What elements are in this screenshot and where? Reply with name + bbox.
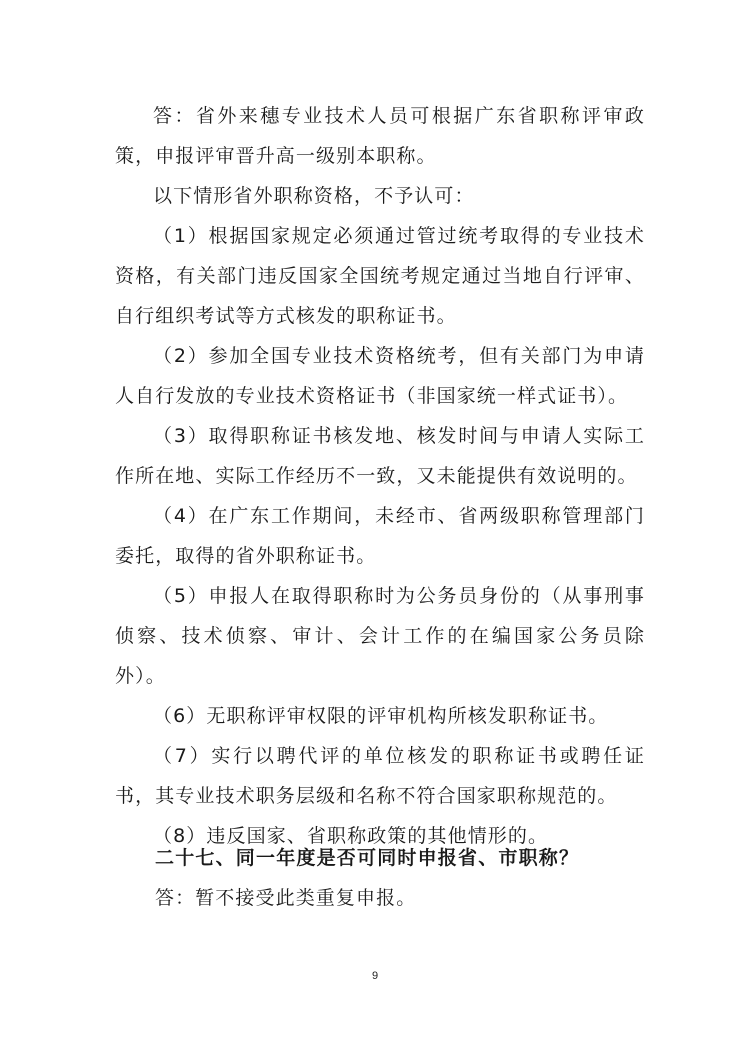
paragraph-answer: 答：省外来穗专业技术人员可根据广东省职称评审政策，申报评审晋升高一级别本职称。 [115, 105, 645, 167]
paragraph-item-1: （1）根据国家规定必须通过管过统考取得的专业技术资格，有关部门违反国家全国统考规定通过当地自行评审、自行组织考试等方式核发的职称证书。 [115, 225, 645, 327]
paragraph-item-6: （6）无职称评审权限的评审机构所核发职称证书。 [153, 705, 609, 727]
paragraph-item-2: （2）参加全国专业技术资格统考，但有关部门为申请人自行发放的专业技术资格证书（非国家统一样式证书）。 [115, 345, 645, 407]
paragraph-item-4: （4）在广东工作期间，未经市、省两级职称管理部门委托，取得的省外职称证书。 [115, 505, 645, 567]
paragraph-item-3: （3）取得职称证书核发地、核发时间与申请人实际工作所在地、实际工作经历不一致，又未能提供有效说明的。 [115, 425, 645, 487]
paragraph-item-5: （5）申报人在取得职称时为公务员身份的（从事刑事侦察、技术侦察、审计、会计工作的在编国家公务员除外）。 [115, 585, 645, 687]
section-answer: 答：暂不接受此类重复申报。 [155, 887, 417, 909]
section-heading: 二十七、同一年度是否可同时申报省、市职称？ [155, 847, 580, 869]
paragraph-item-8: （8）违反国家、省职称政策的其他情形的。 [153, 825, 549, 847]
paragraph-item-7: （7）实行以聘代评的单位核发的职称证书或聘任证书，其专业技术职务层级和名称不符合国家职称规范的。 [115, 745, 645, 807]
paragraph-intro: 以下情形省外职称资格，不予认可： [153, 185, 475, 207]
page-number: 9 [371, 970, 379, 982]
body-text [115, 96, 645, 856]
